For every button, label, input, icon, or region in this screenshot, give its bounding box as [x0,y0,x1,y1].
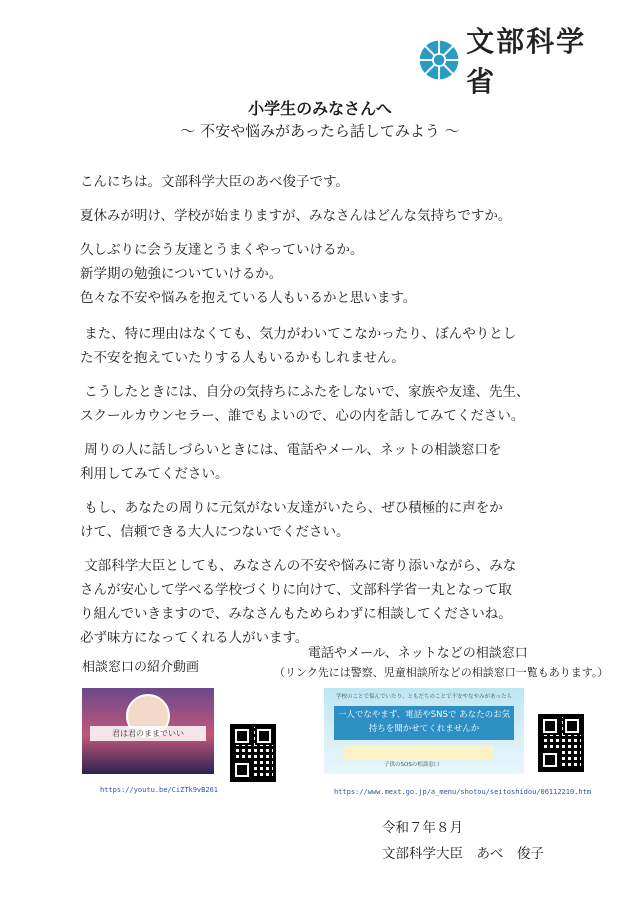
body-line: もし、あなたの周りに元気がない友達がいたら、ぜひ積極的に声をか [80,500,503,516]
body-line: また、特に理由はなくても、気力がわいてこなかったり、ぼんやりとし [80,326,517,342]
body-line: 利用してみてください。 [80,466,229,482]
body-line: こんにちは。文部科学大臣のあべ俊子です。 [80,174,349,190]
letter-date: 令和７年８月 [382,820,463,836]
body-line: 文部科学大臣としても、みなさんの不安や悩みに寄り添いながら、みな [80,558,517,574]
consultation-banner[interactable] [324,688,524,774]
body-line: スクールカウンセラー、誰でもよいので、心の内を話してみてください。 [80,408,525,424]
body-line: り組んでいきますので、みなさんもためらわずに相談してくださいね。 [80,606,512,622]
ministry-emblem-icon [418,36,460,84]
video-url-link[interactable]: https://youtu.be/CiZTk9vB261 [100,786,219,794]
letter-signature: 文部科学大臣 あべ 俊子 [382,846,544,862]
banner-top-text: 学校のことで悩んでいたり、ともだちのことで不安やなやみがあったら [336,694,512,700]
consultation-section-label: 電話やメール、ネットなどの相談窓口 [308,646,528,661]
consultation-url-link[interactable]: https://www.mext.go.jp/a_menu/shotou/seitoshidou/06112210.htm [334,788,592,796]
video-section-label: 相談窓口の紹介動画 [82,660,200,675]
video-qr-code[interactable] [230,724,276,782]
body-line: こうしたときには、自分の気持ちにふたをしないで、家族や友達、先生、 [80,384,530,400]
consultation-qr-code[interactable] [538,714,584,772]
body-line: 夏休みが明け、学校が始まりますが、みなさんはどんな気持ちですか。 [80,208,512,224]
body-line: けて、信頼できる大人につないでください。 [80,524,350,540]
page-subtitle: ～ 不安や悩みがあったら話してみよう ～ [180,122,460,140]
consultation-note: （リンク先には警察、児童相談所などの相談窓口一覧もあります。） [274,666,609,679]
body-line: 久しぶりに会う友達とうまくやっていけるか。 [80,242,364,258]
banner-bottom-text: 子供のSOSの相談窓口 [384,762,440,768]
body-line: 周りの人に話しづらいときには、電話やメール、ネットの相談窓口を [80,442,502,458]
page-title: 小学生のみなさんへ [248,99,392,118]
body-line: 色々な不安や悩みを抱えている人もいるかと思います。 [80,290,417,306]
body-line: た不安を抱えていたりする人もいるかもしれません。 [80,350,405,366]
body-line: 新学期の勉強についていけるか。 [80,266,283,282]
video-caption: 君は君のままでいい [90,726,206,741]
banner-strip [344,746,494,760]
body-line: 必ず味方になってくれる人がいます。 [80,630,309,646]
banner-main-text: 一人でなやまず、電話やSNSで あなたのお気持ちを聞かせてくれませんか [334,706,514,740]
ministry-logo [418,25,598,98]
body-line: さんが安心して学べる学校づくりに向けて、文部科学省一丸となって取 [80,582,512,598]
video-thumbnail[interactable] [82,688,214,774]
ministry-name: 文部科学省 [466,25,587,98]
